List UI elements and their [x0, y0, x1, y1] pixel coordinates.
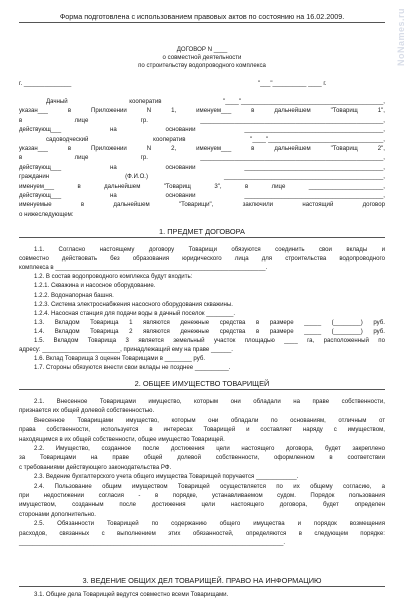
sec2-line: признается их общей долевой собственностью.	[19, 407, 155, 415]
parties-line: в лице гр. ______________________________________________________,	[19, 116, 385, 124]
sec2-line: имуществом, созданным после достижения цели настоящего договора, будет определен	[19, 501, 385, 509]
sec1-line: адресу: _______________________, принадлежащий ему на праве ______.	[19, 346, 233, 354]
sec2-line: сторонами дополнительно.	[19, 510, 96, 518]
header-divider	[19, 22, 385, 23]
sec1-line: 1.1. Согласно настоящему договору Товарищи обязуются соединить свои вклады и	[34, 246, 385, 253]
section-2-title: 2. ОБЩЕЕ ИМУЩЕСТВО ТОВАРИЩЕЙ	[134, 379, 270, 388]
sec2-line: за Товарищами на праве общей долевой собственности, оформленном в соответствии	[19, 454, 385, 462]
sec1-line: 1.3. Вкладом Товарища 1 являются денежные средства в размере _____ (________) руб.	[34, 318, 385, 326]
parties-line: указан___ в Приложении N 2, именуем___ в дальнейшем "Товарищ 2",	[19, 145, 385, 152]
sec1-line: совместно действовать без образования юридического лица для строительства водопроводного	[19, 255, 385, 263]
section-2-divider	[19, 389, 385, 390]
parties-line: в лице гр. ______________________________________________________,	[19, 154, 385, 162]
sec1-line: 1.2. В состав водопроводного комплекса будут входить:	[34, 273, 193, 281]
parties-line: Дачный кооператив "____"__________________________________________,	[46, 98, 385, 105]
parties-line: гражданин (Ф.И.О.) _______________________________________________,	[19, 173, 385, 181]
sec1-line: 1.4. Вкладом Товарища 2 являются денежные средства в размере _____ (________) руб.	[34, 327, 385, 335]
contract-subject: по строительству водопроводного комплекса	[138, 62, 266, 69]
section-3-divider	[19, 586, 385, 587]
sec3-line: 3.1. Общие дела Товарищей ведутся совместно всеми Товарищами.	[34, 591, 229, 598]
preparation-notice: Форма подготовлена с использованием правовых актов по состоянию на 16.02.2009.	[59, 12, 345, 21]
sec2-line: находящимся в их общей собственности, общее имущество Товарищей.	[19, 435, 225, 443]
sec1-line: 1.2.4. Насосная станция для подачи воды в дачный поселок ________.	[34, 309, 236, 317]
sec2-line: 2.1. Внесенное Товарищами имущество, которым они обладали на праве собственности,	[34, 398, 385, 405]
parties-line: именуемые в дальнейшем "Товарищи", заключили настоящий договор	[19, 201, 385, 209]
parties-line: садоводческий кооператив "____"__________________________________,	[46, 135, 385, 143]
contract-subtitle: о совместной деятельности	[162, 54, 242, 61]
sec1-line: 1.2.1. Скважина и насосное оборудование.	[34, 282, 156, 290]
sec1-line: комплекса в ______________________________________________________________.	[19, 264, 268, 272]
section-1-divider	[19, 237, 385, 238]
watermark: NoNames.ru	[396, 8, 406, 67]
contract-date: "___"__________ ____ г.	[258, 80, 327, 87]
parties-line: действующ___ на основании _________________________________________,	[19, 163, 385, 171]
contract-title: ДОГОВОР N ____	[176, 46, 228, 53]
sec2-line: с требованиями действующего законодательства РФ.	[19, 463, 172, 471]
sec1-line: 1.6. Вклад Товарища 3 оценен Товарищами в ________ руб.	[34, 355, 206, 363]
section-1-title: 1. ПРЕДМЕТ ДОГОВОРА	[159, 227, 245, 236]
sec1-line: 1.5. Вкладом Товарища 3 является земельный участок площадью ____ га, расположенный по	[34, 337, 385, 344]
sec2-line: ______________________________________________________________________________.	[19, 539, 286, 546]
sec2-line: расходов, связанных с выполнением этих обязанностей, определяются в следующем порядке:	[19, 529, 385, 537]
sec2-line: при недостижении согласия - в порядке, устанавливаемом судом. Порядок пользования	[19, 492, 385, 499]
sec2-line: 2.2. Имущество, созданное после достижения цели настоящего договора, будет закреплено	[34, 445, 385, 452]
parties-line: действующ___ на основании _________________________________________,	[19, 126, 385, 134]
parties-line: указан___ в Приложении N 1, именуем___ в дальнейшем "Товарищ 1",	[19, 107, 385, 115]
sec2-line: права собственности, используется в интересах Товарищей и составляет наряду с имуществом,	[19, 426, 385, 434]
sec2-line: 2.3. Ведение бухгалтерского учета общего имущества Товарищей поручается ____________.	[34, 473, 299, 481]
parties-line: именуем___ в дальнейшем "Товарищ 3", в лице ______________________,	[19, 182, 385, 190]
parties-line: о нижеследующем:	[19, 210, 74, 218]
contract-city: г. ______________	[19, 80, 72, 87]
sec2-line: 2.5. Обязанности Товарищей по содержанию общего имущества и порядок возмещения	[34, 520, 385, 528]
sec2-line: 2.4. Пользование общим имуществом Товарищей осуществляется по их общему согласию, а	[34, 482, 385, 490]
sec1-line: 1.7. Стороны обязуются внести свои вклады не позднее __________.	[34, 364, 231, 372]
sec1-line: 1.2.2. Водонапорная башня.	[34, 291, 114, 299]
sec2-line: Внесенное Товарищами имущество, которым они обладали по основаниям, отличным от	[34, 416, 385, 424]
parties-line: действующ___ на основании _________________________________________,	[19, 192, 385, 199]
section-3-title: 3. ВЕДЕНИЕ ОБЩИХ ДЕЛ ТОВАРИЩЕЙ. ПРАВО НА ИНФОРМАЦИЮ	[82, 576, 322, 585]
sec1-line: 1.2.3. Система электроснабжения насосного оборудования скважины.	[34, 300, 233, 308]
